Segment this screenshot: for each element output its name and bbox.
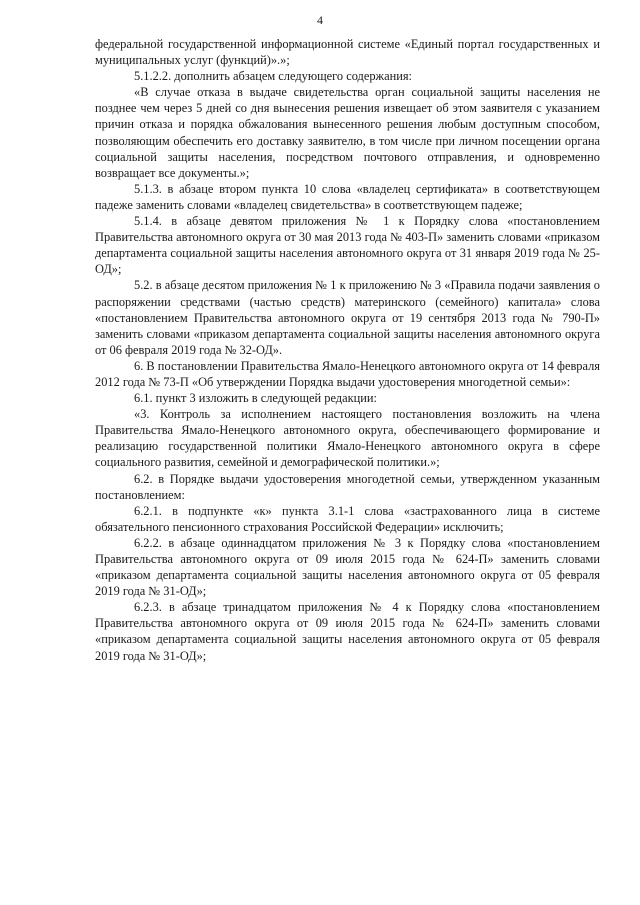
paragraph: 6.2.2. в абзаце одиннадцатом приложения № 3 к Порядку слова «постановлением Правительства автономного округа от 09 июля 2015 года № 624-П» заменить словами «приказом департамента социальной защиты населения автономного округа от 05 февраля 2019 года № 31-ОД»; <box>95 535 600 599</box>
paragraph: федеральной государственной информационной системе «Единый портал государственных и муниципальных услуг (функций)».»; <box>95 37 600 68</box>
document-body <box>95 36 600 664</box>
paragraph: «3. Контроль за исполнением настоящего постановления возложить на члена Правительства Ямало-Ненецкого автономного округа, обеспечивающего формирование и реализацию государственной политики Ямало-Ненецкого автономного округа в сфере социального развития, семейной и демографической политики.»; <box>95 407 600 470</box>
paragraph: 5.1.4. в абзаце девятом приложения № 1 к Порядку слова «постановлением Правительства автономного округа от 30 мая 2013 года № 403-П» заменить словами «приказом департамента социальной защиты населения автономного округа от 31 января 2019 года № 25-ОД»; <box>95 214 600 277</box>
page-number: 4 <box>317 13 323 27</box>
paragraph: 6. В постановлении Правительства Ямало-Ненецкого автономного округа от 14 февраля 2012 года № 73-П «Об утверждении Порядка выдачи удостоверения многодетной семьи»: <box>95 358 600 389</box>
paragraph: 5.1.3. в абзаце втором пункта 10 слова «владелец сертификата» в соответствующем падеже заменить словами «владелец свидетельства» в соответствующем падеже; <box>95 181 600 212</box>
paragraph: 6.2.3. в абзаце тринадцатом приложения № 4 к Порядку слова «постановлением Правительства автономного округа от 09 июля 2015 года № 624-П» заменить словами «приказом департамента социальной защиты населения автономного округа от 05 февраля 2019 года № 31-ОД»; <box>95 600 600 663</box>
paragraph: 6.1. пункт 3 изложить в следующей редакции: <box>134 391 377 406</box>
paragraph: 5.1.2.2. дополнить абзацем следующего содержания: <box>134 69 412 84</box>
paragraph: «В случае отказа в выдаче свидетельства орган социальной защиты населения не позднее чем через 5 дней со дня вынесения решения извещает об этом заявителя с указанием причин отказа и порядка обжалования вынесенного решения любым доступным способом, позволяющим обеспечить его доставку заявителю, в том числе при личном посещении органа социальной защиты населения, посредством почтового отправления, и одновременно возвращает все документы.»; <box>95 85 600 180</box>
paragraph: 5.2. в абзаце десятом приложения № 1 к приложению № 3 «Правила подачи заявления о распоряжении средствами (частью средств) материнского (семейного) капитала» слова «постановлением Правительства автономного округа от 19 сентября 2013 года № 790-П» заменить словами «приказом департамента социальной защиты населения автономного округа от 06 февраля 2019 года № 32-ОД». <box>95 278 600 357</box>
paragraph: 6.2.1. в подпункте «к» пункта 3.1-1 слова «застрахованного лица в системе обязательного пенсионного страхования Российской Федерации» исключить; <box>95 503 600 534</box>
paragraph: 6.2. в Порядке выдачи удостоверения многодетной семьи, утвержденном указанным постановлением: <box>95 471 600 502</box>
